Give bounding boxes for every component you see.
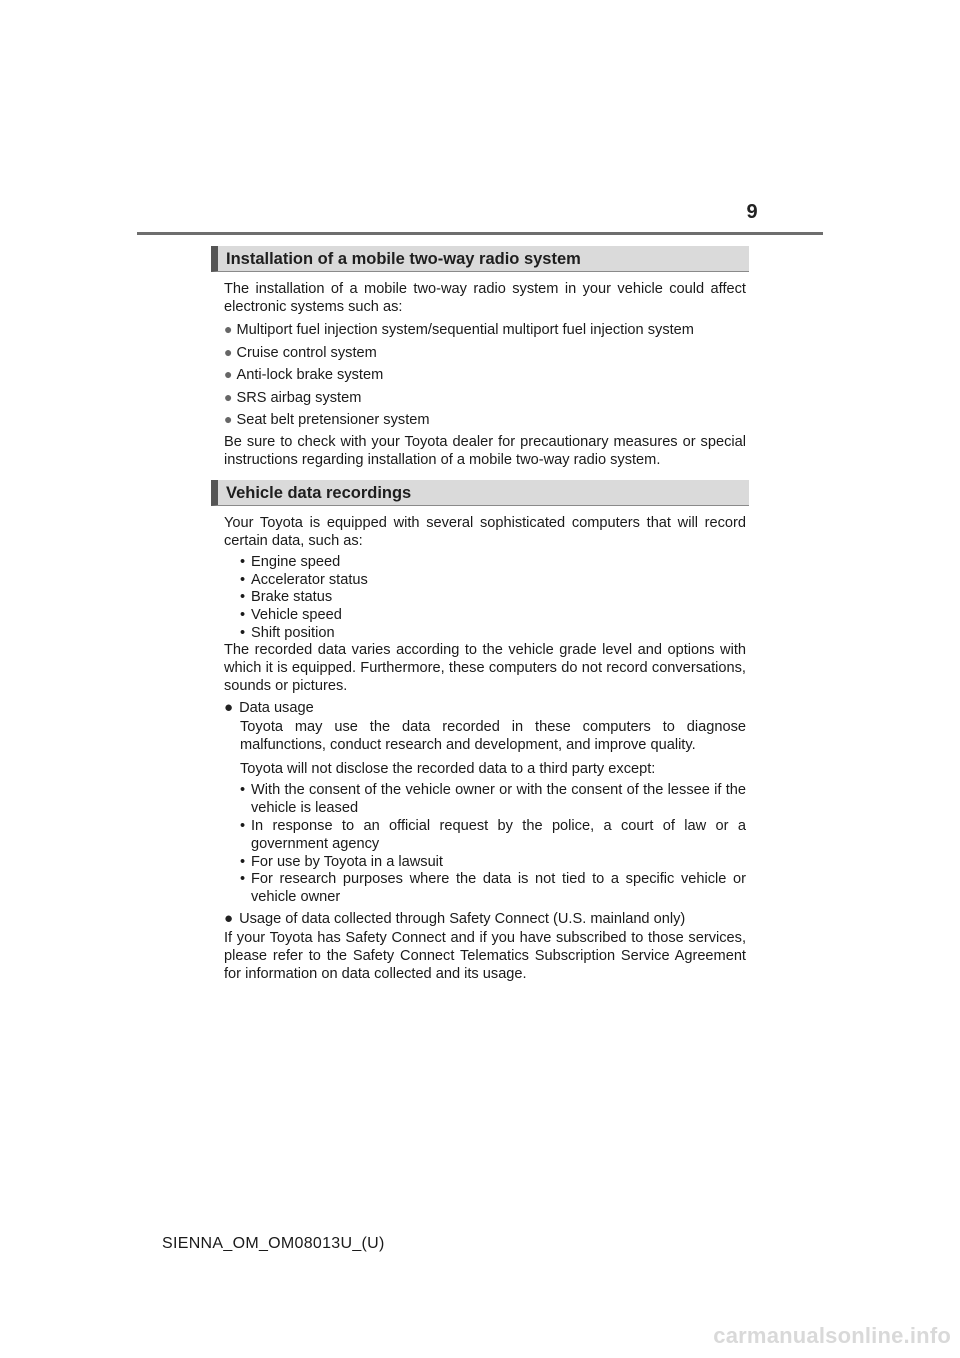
paragraph: If your Toyota has Safety Connect and if you have subscribed to those services, please refer to the Safety Connect Telematics Subscription Service Agreement for information on data collected and its usage. [224, 930, 746, 982]
list-item: • In response to an official request by the police, a court of law or a government agency [240, 818, 746, 852]
bullet-icon: ● [224, 366, 233, 382]
list-item: • Engine speed [240, 554, 341, 570]
footer-doc-code: SIENNA_OM_OM08013U_(U) [162, 1235, 385, 1252]
paragraph: The recorded data varies according to the vehicle grade level and options with which it is equipped. Furthermore, these computers do not record conversations, sounds or pictures. [224, 642, 746, 694]
top-rule [137, 232, 823, 235]
list-item: • For research purposes where the data is not tied to a specific vehicle or vehicle owner [240, 871, 746, 905]
section-title: Vehicle data recordings [226, 484, 412, 502]
paragraph: Toyota may use the data recorded in these computers to diagnose malfunctions, conduct research and development, and improve quality. [240, 719, 746, 753]
list-item: • Brake status [240, 589, 333, 605]
list-item: • With the consent of the vehicle owner or with the consent of the lessee if the vehicle is leased [240, 782, 746, 816]
dash-mark: • [240, 871, 246, 887]
list-item: • For use by Toyota in a lawsuit [240, 854, 443, 870]
bullet-icon: ● [224, 411, 233, 427]
bullet-icon: ● [224, 321, 233, 337]
paragraph: Toyota will not disclose the recorded data to a third party except: [240, 761, 656, 777]
dash-mark: • [240, 818, 246, 834]
bullet-icon: ● [224, 910, 234, 927]
dash-mark: • [240, 782, 246, 798]
bullet-item: ● Anti-lock brake system [224, 366, 384, 383]
dash-mark: • [240, 572, 246, 588]
dash-mark: • [240, 625, 246, 641]
bullet-icon: ● [224, 389, 233, 405]
page-number: 9 [746, 201, 758, 223]
bullet-item: ● Multiport fuel injection system/sequential multiport fuel injection system [224, 321, 694, 338]
section-header-radio [211, 246, 749, 272]
bullet-item: ● Cruise control system [224, 344, 377, 361]
dash-mark: • [240, 854, 246, 870]
list-item: • Vehicle speed [240, 607, 342, 623]
section-header-data-recordings [211, 480, 749, 506]
dash-mark: • [240, 554, 246, 570]
dash-mark: • [240, 607, 246, 623]
subheading-data-usage: ● Data usage [224, 699, 314, 716]
bullet-item: ● Seat belt pretensioner system [224, 411, 430, 428]
bullet-icon: ● [224, 699, 234, 716]
subheading-safety-connect: ● Usage of data collected through Safety Connect (U.S. mainland only) [224, 910, 686, 927]
dash-mark: • [240, 589, 246, 605]
list-item: • Accelerator status [240, 572, 368, 588]
paragraph: The installation of a mobile two-way radio system in your vehicle could affect electronic systems such as: [224, 281, 746, 315]
watermark: carmanualsonline.info [713, 1323, 951, 1348]
bullet-icon: ● [224, 344, 233, 360]
list-item: • Shift position [240, 625, 335, 641]
paragraph: Be sure to check with your Toyota dealer for precautionary measures or special instructions regarding installation of a mobile two-way radio system. [224, 434, 746, 468]
paragraph: Your Toyota is equipped with several sophisticated computers that will record certain data, such as: [224, 515, 746, 549]
bullet-item: ● SRS airbag system [224, 389, 362, 406]
section-title: Installation of a mobile two-way radio system [226, 250, 581, 268]
